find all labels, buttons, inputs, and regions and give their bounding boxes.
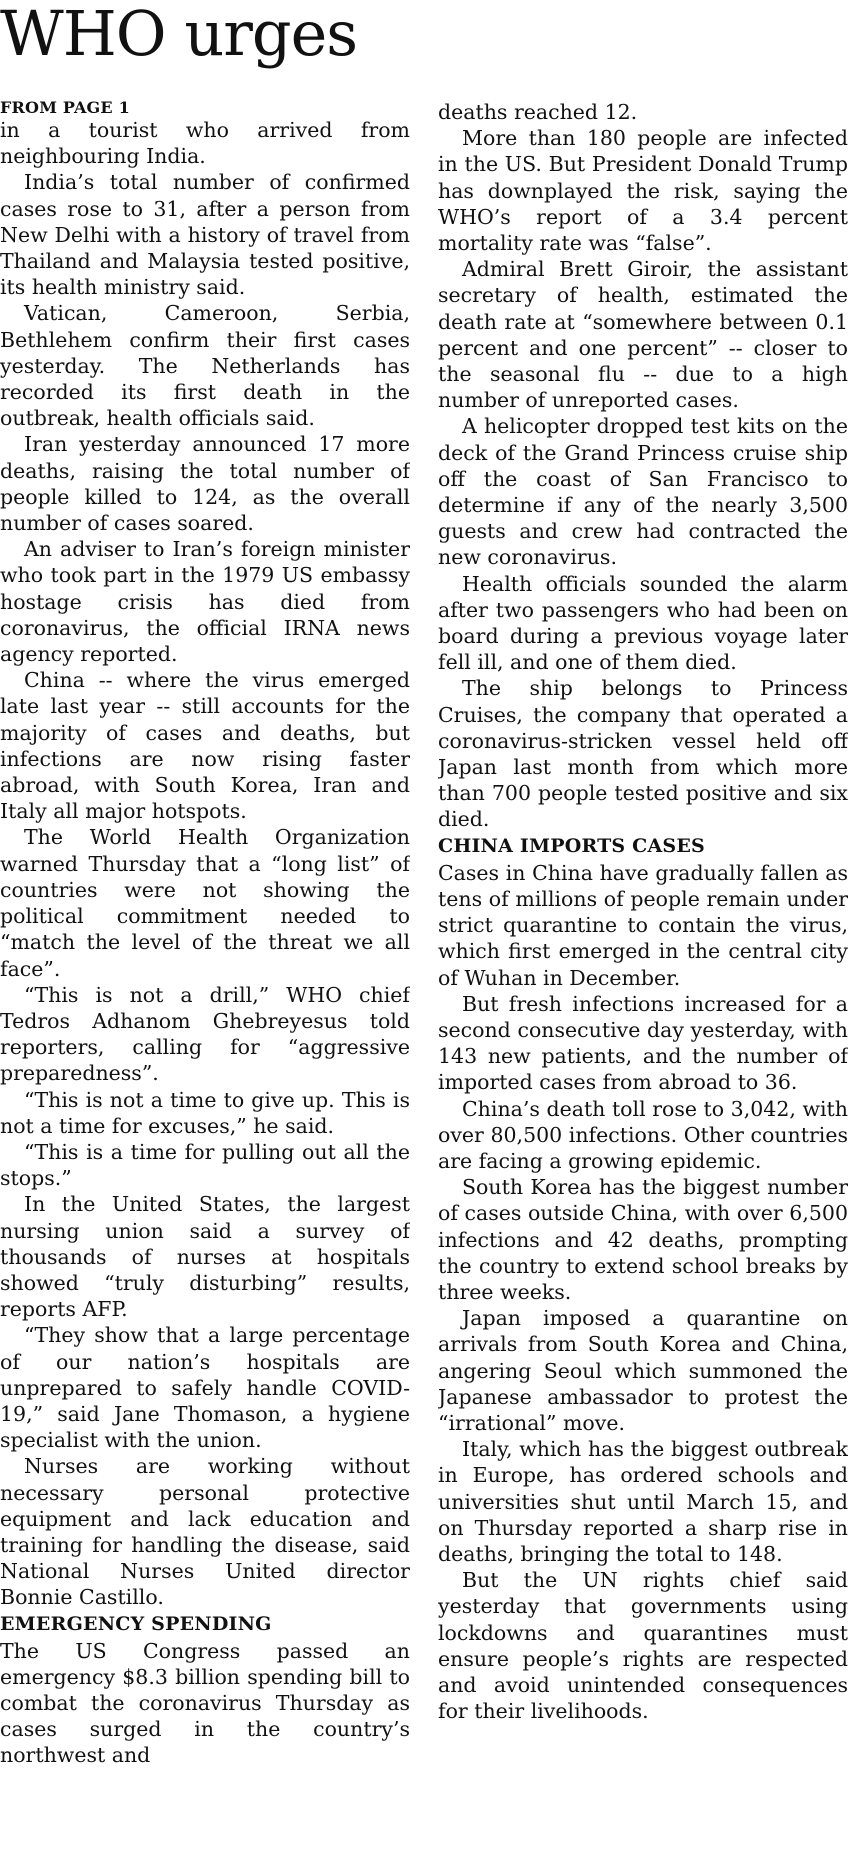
article-paragraph: Cases in China have gradually fallen as tens of millions of people remain under strict quarantine to contain the virus, which first emerged in the central city of Wuhan in December. <box>438 860 848 990</box>
article-paragraph: But the UN rights chief said yesterday that governments using lockdowns and quarantines must ensure people’s rights are respected and avoid unintended consequences for their livelihoods. <box>438 1568 848 1724</box>
right-column <box>438 99 848 1857</box>
article-paragraph: “This is not a drill,” WHO chief Tedros Adhanom Ghebreyesus told reporters, calling for “aggressive preparedness”. <box>0 982 410 1086</box>
article-paragraph: South Korea has the biggest number of cases outside China, with over 6,500 infections and 42 deaths, prompting the country to extend school breaks by three weeks. <box>438 1175 848 1304</box>
article-paragraph: China -- where the virus emerged late last year -- still accounts for the majority of cases and deaths, but infections are now rising faster abroad, with South Korea, Iran and Italy all major hotspots. <box>0 668 410 824</box>
article-paragraph: China’s death toll rose to 3,042, with over 80,500 infections. Other countries are facing a growing epidemic. <box>438 1096 848 1173</box>
article-paragraph: The World Health Organization warned Thursday that a “long list” of countries were not showing the political commitment needed to “match the level of the threat we all face”. <box>0 825 410 981</box>
article-paragraph: Admiral Brett Giroir, the assistant secretary of health, estimated the death rate at “somewhere between 0.1 percent and one percent” -- closer to the seasonal flu -- due to a high number of unreported cases. <box>438 257 848 413</box>
article-paragraph: “They show that a large percentage of our nation’s hospitals are unprepared to safely handle COVID-19,” said Jane Thomason, a hygiene specialist with the union. <box>0 1323 410 1453</box>
continuation-kicker: FROM PAGE 1 <box>0 99 130 117</box>
article-paragraph: Nurses are working without necessary personal protective equipment and lack education and training for handling the disease, said National Nurses United director Bonnie Castillo. <box>0 1454 410 1610</box>
article-paragraph: The ship belongs to Princess Cruises, the company that operated a coronavirus-stricken vessel held off Japan last month from which more than 700 people tested positive and six died. <box>438 676 848 832</box>
article-paragraph: A helicopter dropped test kits on the deck of the Grand Princess cruise ship off the coast of San Francisco to determine if any of the nearly 3,500 guests and crew had contracted the new coronavirus. <box>438 414 848 570</box>
article-paragraph: Japan imposed a quarantine on arrivals from South Korea and China, angering Seoul which summoned the Japanese ambassador to protest the “irrational” move. <box>438 1306 848 1435</box>
left-column-body <box>0 117 410 1769</box>
article-paragraph: in a tourist who arrived from neighbouring India. <box>0 118 410 169</box>
article-paragraph: Iran yesterday announced 17 more deaths, raising the total number of people killed to 124, as the overall number of cases soared. <box>0 432 410 536</box>
article-paragraph: In the United States, the largest nursing union said a survey of thousands of nurses at hospitals showed “truly disturbing” results, reports AFP. <box>0 1192 410 1322</box>
article-paragraph: Italy, which has the biggest outbreak in Europe, has ordered schools and universities shut until March 15, and on Thursday reported a sharp rise in deaths, bringing the total to 148. <box>438 1437 848 1566</box>
article-paragraph: Vatican, Cameroon, Serbia, Bethlehem confirm their first cases yesterday. The Netherlands has recorded its first death in the outbreak, health officials said. <box>0 301 410 431</box>
article-paragraph: An adviser to Iran’s foreign minister who took part in the 1979 US embassy hostage crisis has died from coronavirus, the official IRNA news agency reported. <box>0 537 410 667</box>
article-paragraph: Health officials sounded the alarm after two passengers who had been on board during a previous voyage later fell ill, and one of them died. <box>438 571 848 675</box>
article-paragraph: “This is not a time to give up. This is not a time for excuses,” he said. <box>0 1087 410 1138</box>
article-paragraph: But fresh infections increased for a second consecutive day yesterday, with 143 new patients, and the number of imported cases from abroad to 36. <box>438 991 848 1095</box>
article-paragraph: “This is a time for pulling out all the stops.” <box>0 1139 410 1191</box>
article-paragraph: deaths reached 12. <box>438 100 638 124</box>
article-paragraph: More than 180 people are infected in the US. But President Donald Trump has downplayed the risk, saying the WHO’s report of a 3.4 percent mortality rate was “false”. <box>438 126 848 256</box>
article-paragraph: India’s total number of confirmed cases rose to 31, after a person from New Delhi with a history of travel from Thailand and Malaysia tested positive, its health ministry said. <box>0 170 410 300</box>
section-subhead: CHINA IMPORTS CASES <box>438 834 705 857</box>
left-column <box>0 99 410 1857</box>
headline: WHO urges <box>0 0 358 70</box>
article-paragraph: The US Congress passed an emergency $8.3 billion spending bill to combat the coronavirus Thursday as cases surged in the country’s northwest and <box>0 1638 410 1768</box>
section-subhead: EMERGENCY SPENDING <box>0 1612 272 1635</box>
right-column-body <box>438 99 848 1724</box>
